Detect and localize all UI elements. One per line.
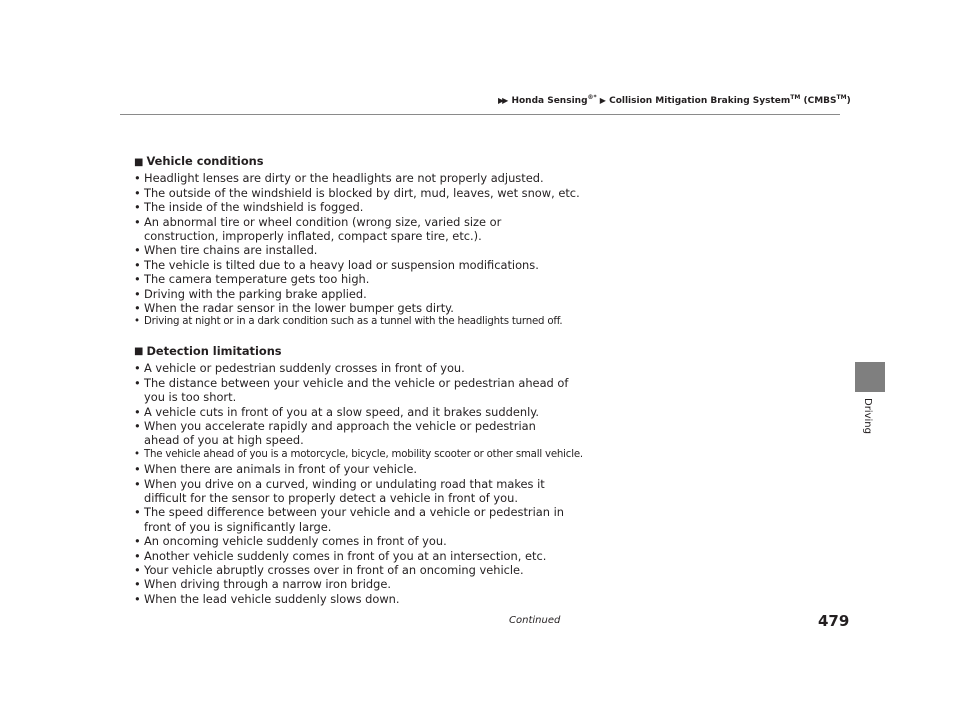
double-arrow-icon: ▶▶ xyxy=(498,96,507,105)
breadcrumb-part-3-end: ) xyxy=(846,96,851,106)
section-heading xyxy=(134,344,574,360)
limitation-list xyxy=(134,361,583,606)
arrow-icon: ▶ xyxy=(599,96,604,105)
section-detection-limitations xyxy=(134,343,583,606)
list-item xyxy=(134,419,574,448)
breadcrumb-part-2: Collision Mitigation Braking System xyxy=(609,96,791,106)
list-item: • When tire chains are installed. xyxy=(134,243,574,257)
list-item: • Headlight lenses are dirty or the headlights are not properly adjusted. xyxy=(134,171,574,185)
list-item-text: • An abnormal tire or wheel condition (wrong size, varied size or construction, improperly inflated, compact spare tire, etc.). xyxy=(144,214,502,244)
list-item-text: • When you drive on a curved, winding or undulating road that makes it difficult for the sensor to properly detect a vehicle in front of you. xyxy=(144,476,545,505)
condition-list xyxy=(134,171,580,329)
breadcrumb xyxy=(498,94,851,106)
list-item: • Driving at night or in a dark condition such as a tunnel with the headlights turned off. xyxy=(134,315,574,329)
breadcrumb-part-3: (CMBS xyxy=(803,96,837,106)
list-item: • Your vehicle abruptly crosses over in front of an oncoming vehicle. xyxy=(134,563,574,577)
list-item: • When there are animals in front of your vehicle. xyxy=(134,462,574,476)
list-item xyxy=(134,215,574,244)
chapter-label: Driving xyxy=(862,398,873,434)
square-bullet-icon: ■ xyxy=(134,346,144,358)
list-item xyxy=(134,376,574,405)
list-item-text: • When you accelerate rapidly and approach the vehicle or pedestrian ahead of you at high speed. xyxy=(144,418,536,448)
list-item: • The inside of the windshield is fogged. xyxy=(134,200,574,214)
list-item: • An oncoming vehicle suddenly comes in front of you. xyxy=(134,534,574,548)
page-number: 479 xyxy=(818,612,850,630)
list-item xyxy=(134,477,574,506)
list-item: • A vehicle cuts in front of you at a slow speed, and it brakes suddenly. xyxy=(134,405,574,419)
section-vehicle-conditions xyxy=(134,154,580,330)
list-item: • When the lead vehicle suddenly slows down. xyxy=(134,592,574,606)
list-item: • When driving through a narrow iron bridge. xyxy=(134,577,574,591)
list-item xyxy=(134,505,574,534)
continued-label: Continued xyxy=(509,615,561,626)
list-item: • When the radar sensor in the lower bumper gets dirty. xyxy=(134,301,574,315)
list-item: • Driving with the parking brake applied. xyxy=(134,287,574,301)
list-item: • The vehicle is tilted due to a heavy load or suspension modifications. xyxy=(134,258,574,272)
section-heading-text: Vehicle conditions xyxy=(146,154,264,168)
header-rule xyxy=(120,114,840,115)
section-heading-text: Detection limitations xyxy=(146,343,282,358)
breadcrumb-sup-1: ®* xyxy=(587,94,597,101)
chapter-tab xyxy=(855,362,885,392)
list-item-text: • The distance between your vehicle and the vehicle or pedestrian ahead of you is too short. xyxy=(144,375,569,405)
breadcrumb-part-1: Honda Sensing xyxy=(511,96,588,106)
breadcrumb-sup-3: TM xyxy=(836,94,847,101)
page-content xyxy=(134,154,583,620)
list-item: • The outside of the windshield is blocked by dirt, mud, leaves, wet snow, etc. xyxy=(134,186,574,200)
list-item: • The camera temperature gets too high. xyxy=(134,272,574,286)
breadcrumb-sup-2: TM xyxy=(790,94,801,101)
square-bullet-icon: ■ xyxy=(134,156,144,168)
list-item: • The vehicle ahead of you is a motorcycle, bicycle, mobility scooter or other small vehicle. xyxy=(134,448,574,462)
section-heading xyxy=(134,154,574,170)
list-item: • A vehicle or pedestrian suddenly crosses in front of you. xyxy=(134,361,574,375)
list-item-text: • The speed difference between your vehicle and a vehicle or pedestrian in front of you is significantly large. xyxy=(144,505,564,534)
list-item: • Another vehicle suddenly comes in front of you at an intersection, etc. xyxy=(134,549,574,563)
